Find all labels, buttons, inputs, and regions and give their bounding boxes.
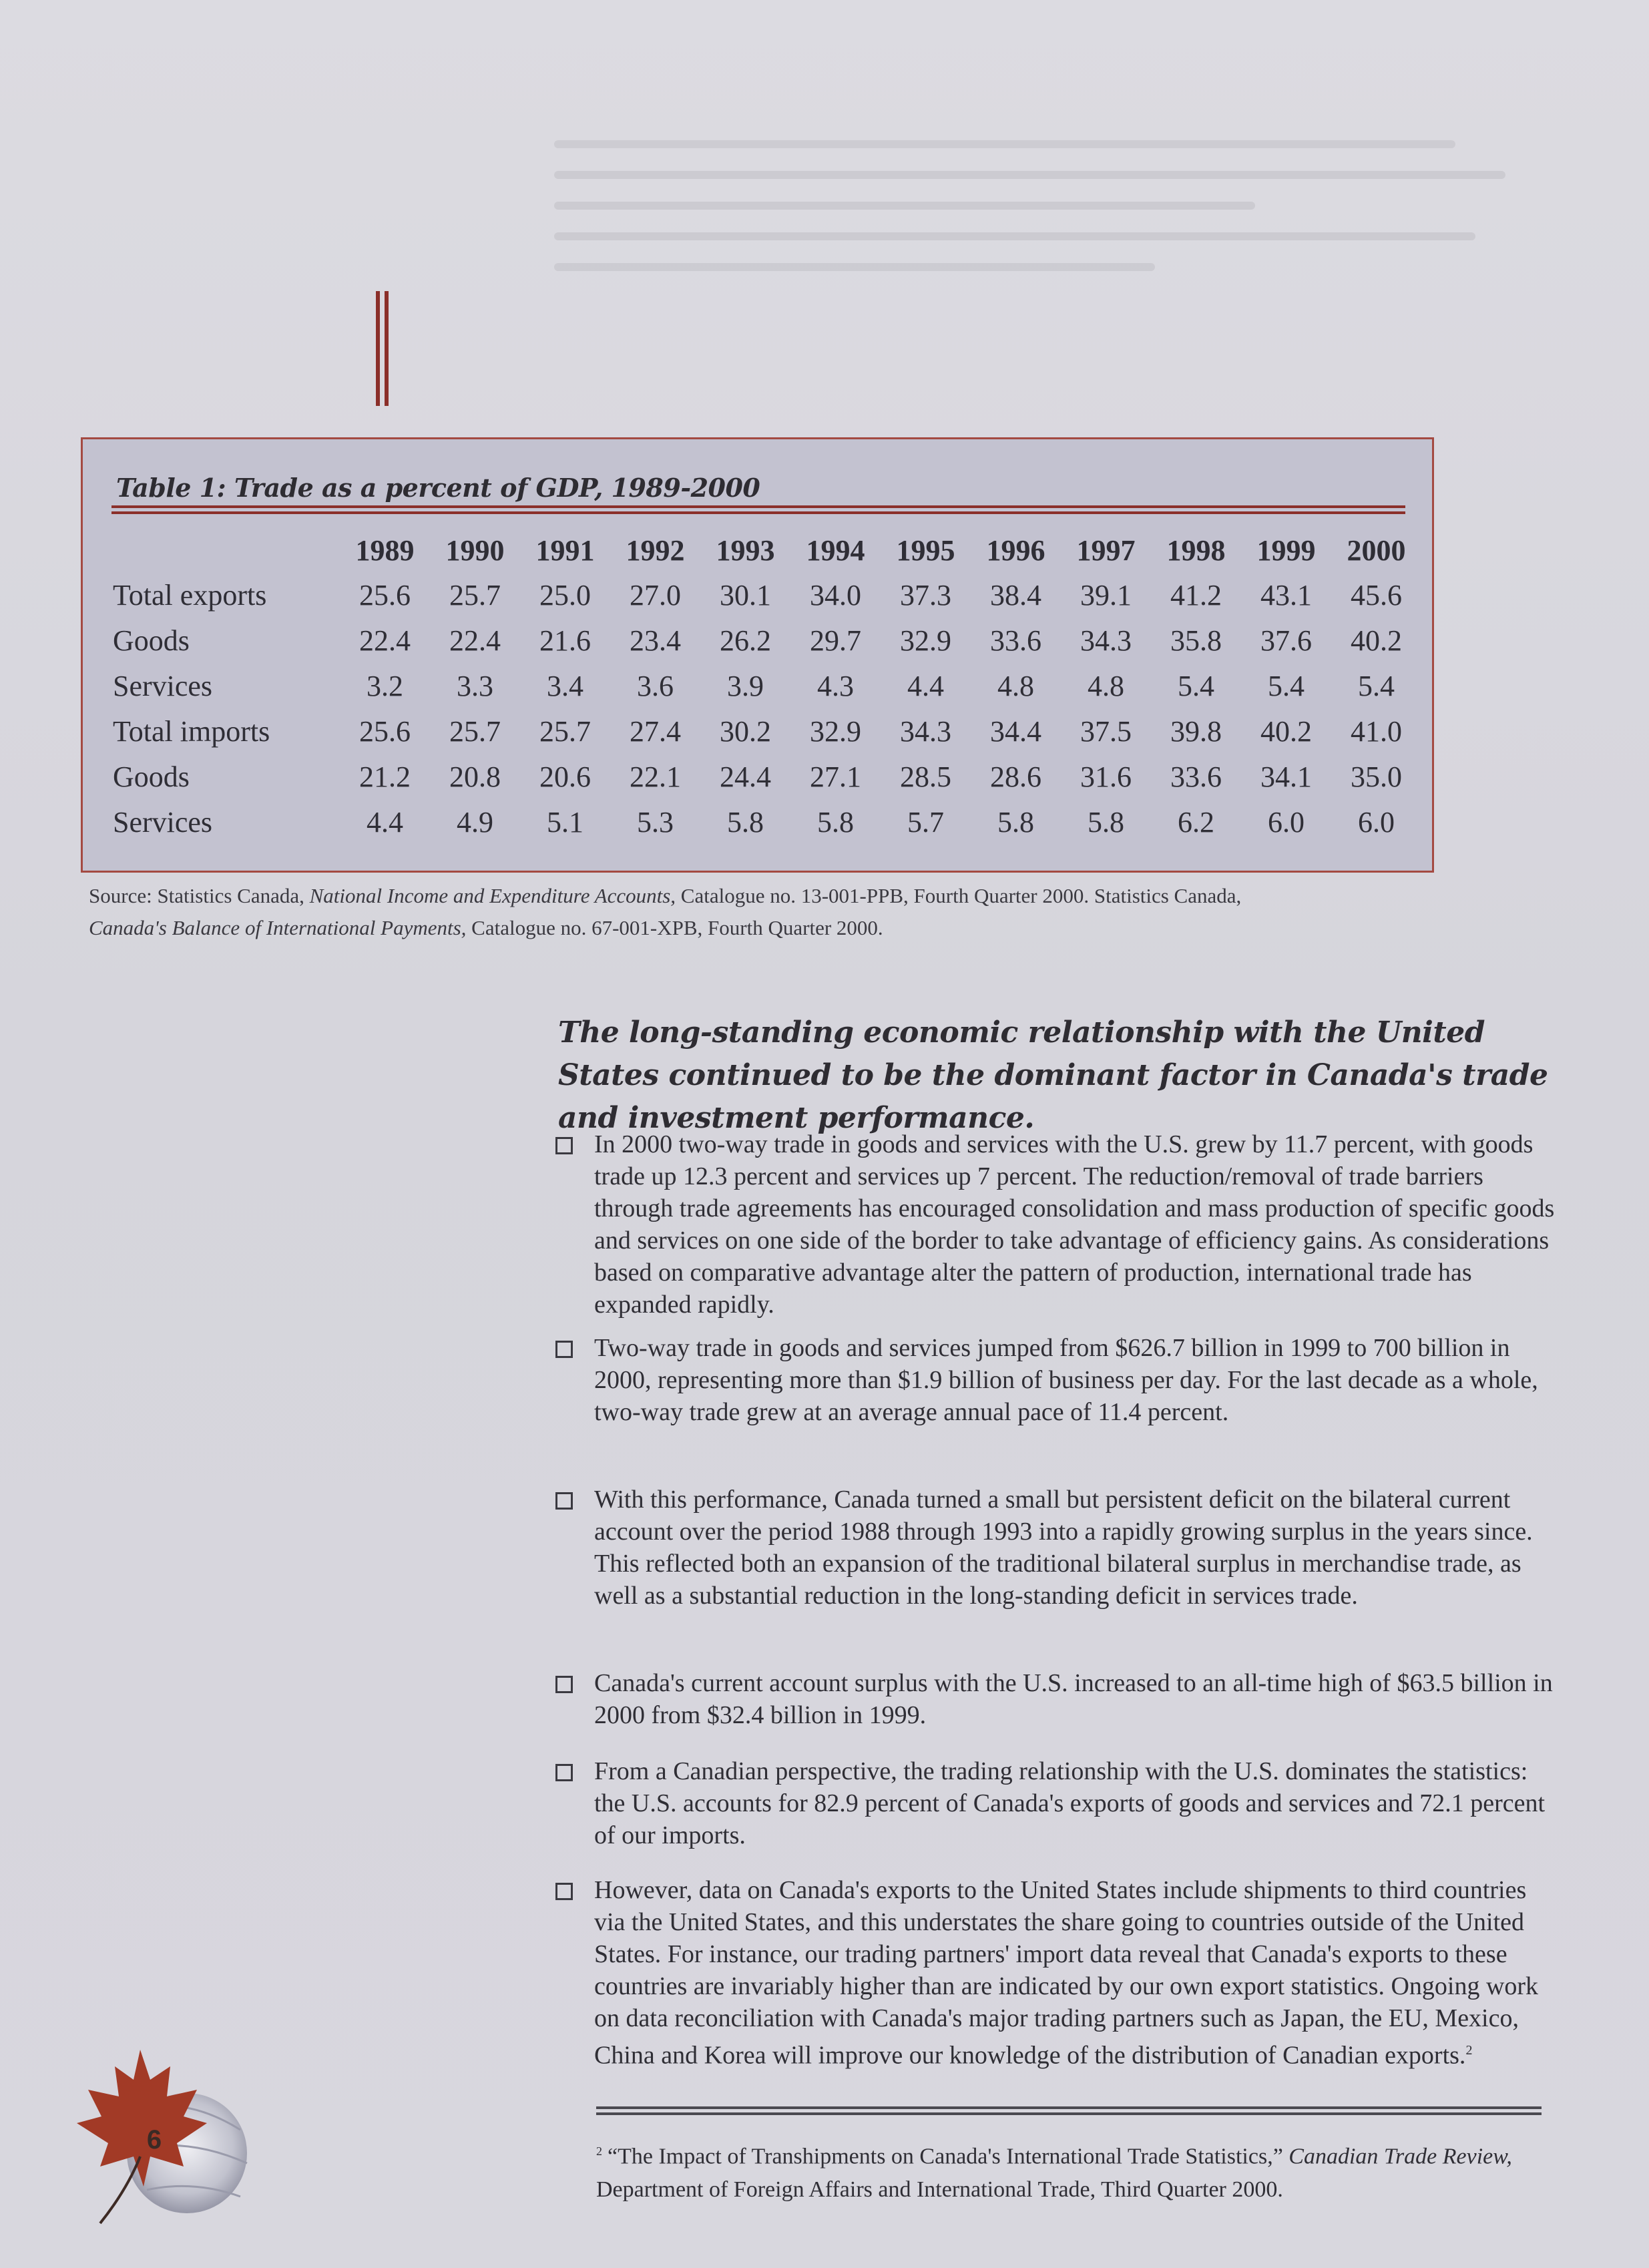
table-row xyxy=(113,572,1421,618)
year-header: 1993 xyxy=(716,533,775,567)
bullet-list xyxy=(554,1128,1562,2116)
bullet-item xyxy=(554,1874,1562,2101)
footnote-text: Department of Foreign Affairs and International Trade, Third Quarter 2000. xyxy=(596,2177,1283,2203)
show-through-text xyxy=(554,140,1556,294)
checkbox-bullet-icon xyxy=(555,1341,573,1358)
table-panel xyxy=(81,437,1434,873)
table-cell: 38.4 xyxy=(990,578,1041,612)
year-header-row xyxy=(113,528,1421,572)
table-row xyxy=(113,663,1421,708)
source-title: National Income and Expenditure Accounts, xyxy=(309,884,676,907)
table-body xyxy=(113,572,1421,845)
table-cell: 23.4 xyxy=(630,624,681,657)
bullet-text: In 2000 two-way trade in goods and services with the U.S. grew by 11.7 percent, with goods trade up 12.3 percent and services up 7 percent. The reduction/removal of trade barriers through trade agreements has encouraged consolidation and mass production of specific goods and services on one side of the border to take advantage of efficiency gains. As considerations based on comparative advantage alter the pattern of production, international trade has expanded rapidly. xyxy=(594,1130,1555,1319)
table-cell: 35.8 xyxy=(1170,624,1222,657)
table-cell: 22.4 xyxy=(449,624,501,657)
table-cell: 43.1 xyxy=(1260,578,1312,612)
table-cell: 34.4 xyxy=(990,714,1041,748)
table-cell: 39.1 xyxy=(1080,578,1132,612)
table-cell: 30.2 xyxy=(720,714,771,748)
table-cell: 22.4 xyxy=(359,624,411,657)
table-cell: 37.5 xyxy=(1080,714,1132,748)
table-cell: 3.2 xyxy=(367,669,403,702)
table-cell: 25.6 xyxy=(359,714,411,748)
bullet-item xyxy=(554,1667,1562,1741)
table-cell: 5.4 xyxy=(1268,669,1305,702)
footnote-text: “The Impact of Transhipments on Canada's International Trade Statistics,” xyxy=(608,2144,1289,2169)
table-cell: 3.3 xyxy=(457,669,493,702)
footnote-reference[interactable]: 2 xyxy=(1465,2043,1473,2058)
table-cell: 35.0 xyxy=(1351,760,1402,793)
year-header: 1991 xyxy=(535,533,595,567)
bullet-item xyxy=(554,1755,1562,1859)
table-cell: 28.5 xyxy=(900,760,951,793)
table-cell: 40.2 xyxy=(1351,624,1402,657)
trade-table xyxy=(113,528,1421,845)
footnote-marker: 2 xyxy=(596,2144,602,2158)
table-cell: 45.6 xyxy=(1351,578,1402,612)
footnote xyxy=(596,2134,1571,2207)
page-number: 6 xyxy=(146,2125,162,2154)
table-cell: 27.4 xyxy=(630,714,681,748)
bullet-item xyxy=(554,1332,1562,1469)
table-cell: 24.4 xyxy=(720,760,771,793)
year-header: 2000 xyxy=(1347,533,1406,567)
checkbox-bullet-icon xyxy=(555,1492,573,1510)
year-header: 1989 xyxy=(355,533,415,567)
footnote-rule xyxy=(596,2106,1542,2116)
table-row xyxy=(113,618,1421,663)
table-cell: 28.6 xyxy=(990,760,1041,793)
table-cell: 20.8 xyxy=(449,760,501,793)
bullet-text: With this performance, Canada turned a small but persistent deficit on the bilateral current account over the period 1988 through 1993 into a rapidly growing surplus in the years since. This reflected both an expansion of the traditional bilateral surplus in merchandise trade, as well as a substantial reduction in the long-standing deficit in services trade. xyxy=(594,1486,1533,1610)
bullet-item xyxy=(554,1128,1562,1317)
table-cell: 33.6 xyxy=(1170,760,1222,793)
table-cell: 4.3 xyxy=(817,669,854,702)
row-label: Goods xyxy=(113,760,190,793)
table-cell: 6.0 xyxy=(1358,805,1395,839)
table-cell: 37.3 xyxy=(900,578,951,612)
table-cell: 34.0 xyxy=(810,578,861,612)
table-cell: 4.4 xyxy=(907,669,944,702)
table-cell: 33.6 xyxy=(990,624,1041,657)
bullet-text: Two-way trade in goods and services jumped from $626.7 billion in 1999 to 700 billion in 2000, representing more than $1.9 billion of business per day. For the last decade as a whole, two-way trade grew at an average annual pace of 11.4 percent. xyxy=(594,1334,1538,1426)
year-header: 1990 xyxy=(445,533,505,567)
table-cell: 25.7 xyxy=(539,714,591,748)
table-row xyxy=(113,799,1421,845)
checkbox-bullet-icon xyxy=(555,1676,573,1693)
source-text: Source: Statistics Canada, xyxy=(89,884,310,907)
table-cell: 5.8 xyxy=(817,805,854,839)
year-header: 1999 xyxy=(1256,533,1316,567)
table-cell: 37.6 xyxy=(1260,624,1312,657)
checkbox-bullet-icon xyxy=(555,1883,573,1900)
year-header: 1992 xyxy=(626,533,685,567)
table-cell: 25.7 xyxy=(449,578,501,612)
table-cell: 29.7 xyxy=(810,624,861,657)
table-row xyxy=(113,708,1421,754)
table-cell: 27.1 xyxy=(810,760,861,793)
year-header: 1998 xyxy=(1166,533,1226,567)
table-cell: 6.0 xyxy=(1268,805,1305,839)
bullet-item xyxy=(554,1484,1562,1652)
table-cell: 34.3 xyxy=(900,714,951,748)
table-cell: 5.1 xyxy=(547,805,583,839)
bullet-text: From a Canadian perspective, the trading relationship with the U.S. dominates the statistics: the U.S. accounts for 82.9 percent of Canada's exports of goods and services and 72.1 percent of our imports. xyxy=(594,1757,1546,1849)
table-cell: 26.2 xyxy=(720,624,771,657)
table-cell: 41.2 xyxy=(1170,578,1222,612)
year-header: 1997 xyxy=(1076,533,1136,567)
table-cell: 34.3 xyxy=(1080,624,1132,657)
table-cell: 20.6 xyxy=(539,760,591,793)
table-title: Table 1: Trade as a percent of GDP, 1989-2000 xyxy=(116,473,760,503)
table-cell: 22.1 xyxy=(630,760,681,793)
table-cell: 4.9 xyxy=(457,805,493,839)
table-cell: 25.7 xyxy=(449,714,501,748)
table-cell: 30.1 xyxy=(720,578,771,612)
bullet-text: However, data on Canada's exports to the United States include shipments to third countries via the United States, and this understates the share going to countries outside of the United States. For instance, our trading partners' import data reveal that Canada's exports to these countries are invariably higher than are indicated by our own export statistics. Ongoing work on data reconciliation with Canada's major trading partners such as Japan, the EU, Mexico, China and Korea will improve our knowledge of the distribution of Canadian exports. xyxy=(594,1876,1539,2070)
table-cell: 4.4 xyxy=(367,805,403,839)
table-cell: 4.8 xyxy=(997,669,1034,702)
table-cell: 41.0 xyxy=(1351,714,1402,748)
table-cell: 25.0 xyxy=(539,578,591,612)
table-cell: 5.7 xyxy=(907,805,944,839)
row-label: Total imports xyxy=(113,714,270,748)
table-cell: 32.9 xyxy=(900,624,951,657)
table-cell: 40.2 xyxy=(1260,714,1312,748)
source-title: Canada's Balance of International Payments, xyxy=(89,916,467,939)
table-cell: 27.0 xyxy=(630,578,681,612)
table-cell: 21.6 xyxy=(539,624,591,657)
table-cell: 5.4 xyxy=(1178,669,1214,702)
table-cell: 5.8 xyxy=(727,805,764,839)
title-rule xyxy=(111,505,1405,514)
footnote-title: Canadian Trade Review, xyxy=(1288,2144,1512,2169)
table-cell: 5.3 xyxy=(637,805,674,839)
table-cell: 4.8 xyxy=(1088,669,1124,702)
bullet-text: Canada's current account surplus with the U.S. increased to an all-time high of $63.5 billion in 2000 from $32.4 billion in 1999. xyxy=(594,1669,1553,1729)
row-label: Services xyxy=(113,805,213,839)
corner-cell xyxy=(113,528,340,572)
year-header: 1995 xyxy=(896,533,955,567)
year-header: 1996 xyxy=(986,533,1045,567)
table-cell: 5.8 xyxy=(1088,805,1124,839)
table-cell: 5.4 xyxy=(1358,669,1395,702)
table-cell: 39.8 xyxy=(1170,714,1222,748)
table-cell: 3.4 xyxy=(547,669,583,702)
table-cell: 32.9 xyxy=(810,714,861,748)
table-cell: 34.1 xyxy=(1260,760,1312,793)
checkbox-bullet-icon xyxy=(555,1764,573,1781)
row-label: Services xyxy=(113,669,213,702)
source-text: Catalogue no. 13-001-PPB, Fourth Quarter 2000. Statistics Canada, xyxy=(676,884,1242,907)
source-text: Catalogue no. 67-001-XPB, Fourth Quarter 2000. xyxy=(466,916,883,939)
checkbox-bullet-icon xyxy=(555,1137,573,1154)
row-label: Goods xyxy=(113,624,190,657)
section-heading: The long-standing economic relationship with the United States continued to be the dominant factor in Canada's trade and investment performance. xyxy=(558,1015,1548,1135)
table-cell: 31.6 xyxy=(1080,760,1132,793)
accent-bars xyxy=(376,291,389,406)
table-cell: 21.2 xyxy=(359,760,411,793)
table-cell: 6.2 xyxy=(1178,805,1214,839)
source-note xyxy=(89,880,1424,944)
table-cell: 5.8 xyxy=(997,805,1034,839)
row-label: Total exports xyxy=(113,578,267,612)
table-cell: 3.9 xyxy=(727,669,764,702)
year-header: 1994 xyxy=(806,533,865,567)
table-cell: 25.6 xyxy=(359,578,411,612)
table-row xyxy=(113,754,1421,799)
table-cell: 3.6 xyxy=(637,669,674,702)
